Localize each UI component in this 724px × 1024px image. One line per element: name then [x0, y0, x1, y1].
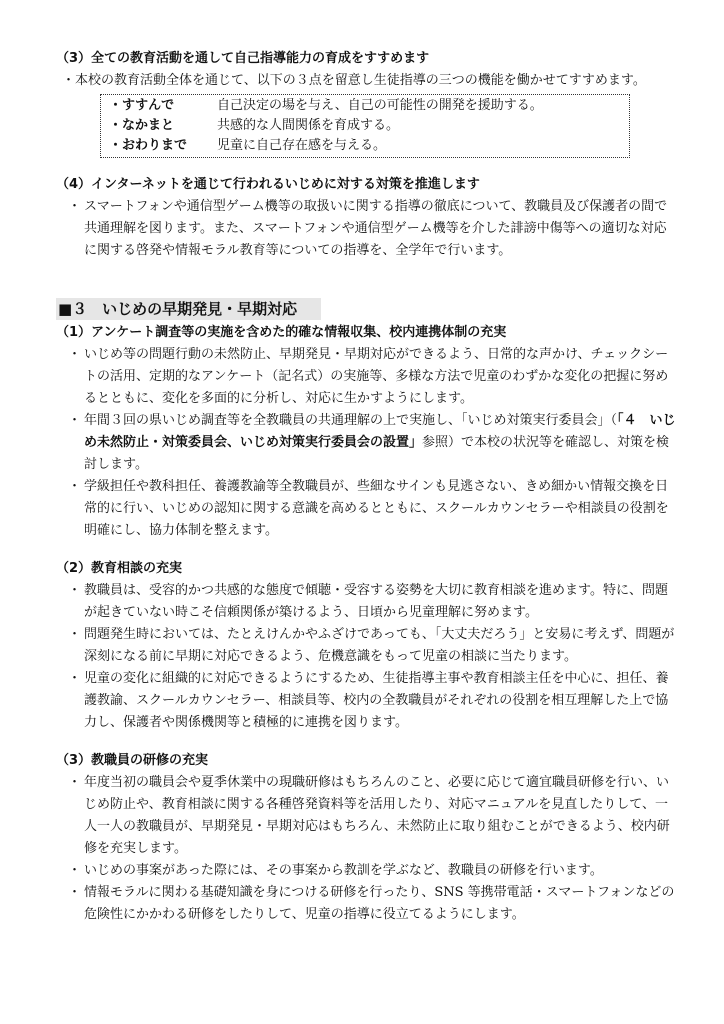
bullet-text: 参照）で本校の状況等を確認し、対策を検討します。 — [84, 435, 670, 472]
principle-value: 自己決定の場を与え、自己の可能性の開発を援助する。 — [217, 98, 543, 113]
principle-key: ・おわりまで — [109, 138, 188, 153]
bullet-text: 年間３回の県いじめ調査等を全教職員の共通理解の上で実施し、「いじめ対策実行委員会」（ — [84, 413, 618, 428]
principle-row — [109, 136, 621, 156]
principle-value: 共感的な人間関係を育成する。 — [217, 118, 400, 133]
document-page — [56, 48, 676, 926]
principle-key: ・なかまと — [109, 118, 175, 133]
heading-4: （4）インターネットを通じて行われるいじめに対する対策を推進します — [56, 177, 480, 192]
principles-box — [100, 94, 630, 158]
bullet-item: ・ 学級担任や教科担任、養護教諭等全教職員が、些細なサインも見逃さない、きめ細かい情報交換を日常的に行い、いじめの認知に関する意識を高めるとともに、スクールカウンセラーや相談員の役割を明確にし、協力体制を整えます。 — [56, 476, 676, 542]
principle-row — [109, 116, 621, 136]
section-title: ■３ いじめの早期発見・早期対応 — [56, 298, 321, 320]
bullet-item: ・ 児童の変化に組織的に対応できるようにするため、生徒指導主事や教育相談主任を中心に、担任、養護教諭、スクールカウンセラー、相談員等、校内の全教職員がそれぞれの役割を相互理解した上で協力し、保護者や関係機関等と積極的に連携を図ります。 — [56, 668, 676, 734]
reference-title: 「４ いじめ未然防止・対策委員会、いじめ対策実行委員会の設置」 — [84, 413, 676, 450]
heading-3: （3）全ての教育活動を通して自己指導能力の育成をすすめます — [56, 51, 430, 66]
bullet-item: ・ 情報モラルに関わる基礎知識を身につける研修を行ったり、SNS 等携帯電話・スマートフォンなどの危険性にかかわる研修をしたりして、児童の指導に役立てるようにします。 — [56, 882, 676, 926]
sub-heading-1: （1）アンケート調査等の実施を含めた的確な情報収集、校内連携体制の充実 — [56, 325, 507, 340]
bullet-item — [56, 410, 676, 476]
bullet-item: ・ 問題発生時においては、たとえけんかやふざけであっても、「大丈夫だろう」と安易に考えず、問題が深刻になる前に早期に対応できるよう、危機意識をもって児童の相談に当たります。 — [56, 624, 676, 668]
bullet-item: ・ 年度当初の職員会や夏季休業中の現職研修はもちろんのこと、必要に応じて適宜職員研修を行い、いじめ防止や、教育相談に関する各種啓発資料等を活用したり、対応マニュアルを見直したりして、一人一人の教職員が、早期発見・早期対応はもちろん、未然防止に取り組むことができるよう、校内研修を充実します。 — [56, 772, 676, 860]
principle-value: 児童に自己存在感を与える。 — [217, 138, 387, 153]
sub-heading-3: （3）教職員の研修の充実 — [56, 753, 209, 768]
principle-key: ・すすんで — [109, 98, 175, 113]
sub-heading-2: （2）教育相談の充実 — [56, 561, 183, 576]
intro-paragraph: ・本校の教育活動全体を通じて、以下の３点を留意し生徒指導の三つの機能を働かせてすすめます。 — [62, 73, 646, 88]
bullet-item: ・ 教職員は、受容的かつ共感的な態度で傾聴・受容する姿勢を大切に教育相談を進めます。特に、問題が起きていない時こそ信頼関係が築けるよう、日頃から児童理解に努めます。 — [56, 580, 676, 624]
principle-row — [109, 96, 621, 116]
bullet-item: ・ いじめ等の問題行動の未然防止、早期発見・早期対応ができるよう、日常的な声かけ、チェックシートの活用、定期的なアンケート（記名式）の実施等、多様な方法で児童のわずかな変化の把握に努めるとともに、変化を多面的に分析し、対応に生かすようにします。 — [56, 344, 676, 410]
bullet-item: ・ スマートフォンや通信型ゲーム機等の取扱いに関する指導の徹底について、教職員及び保護者の間で共通理解を図ります。また、スマートフォンや通信型ゲーム機等を介した誹謗中傷等への適切な対応に関する啓発や情報モラル教育等についての指導を、全学年で行います。 — [56, 196, 676, 262]
bullet-item: ・ いじめの事案があった際には、その事案から教訓を学ぶなど、教職員の研修を行います。 — [56, 860, 676, 882]
